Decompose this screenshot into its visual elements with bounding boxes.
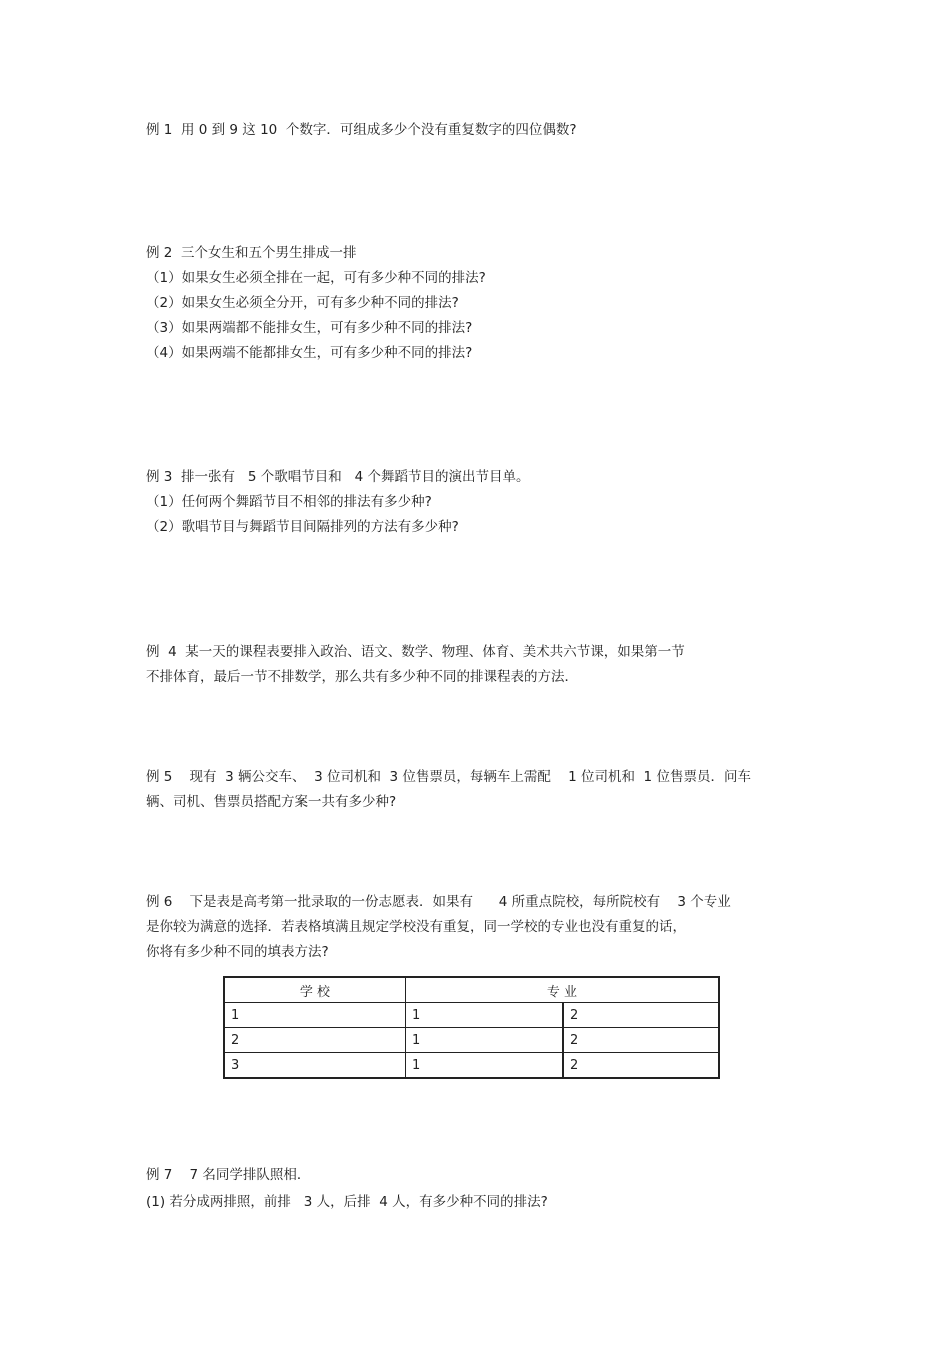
example-3-q2: （2）歌唱节目与舞蹈节目间隔排列的方法有多少种? (146, 519, 459, 535)
header-school: 学 校 (224, 977, 406, 1003)
example-3-q1: （1）任何两个舞蹈节目不相邻的排法有多少种? (146, 494, 432, 510)
example-2-q1: （1）如果女生必须全排在一起，可有多少种不同的排法? (146, 270, 486, 286)
table-row (224, 1003, 719, 1028)
cell-major-2: 2 (563, 1003, 719, 1028)
table-row (224, 1053, 719, 1079)
example-7-q1: (1) 若分成两排照，前排 3 人，后排 4 人，有多少种不同的排法? (146, 1194, 548, 1210)
cell-major-1: 1 (406, 1028, 564, 1053)
example-6-line-3: 你将有多少种不同的填表方法? (146, 944, 329, 960)
cell-major-2: 2 (563, 1053, 719, 1079)
example-1-line: 例 1 用 0 到 9 这 10 个数字．可组成多少个没有重复数字的四位偶数? (146, 122, 577, 138)
cell-major-1: 1 (406, 1003, 564, 1028)
example-6-line-2: 是你较为满意的选择．若表格填满且规定学校没有重复，同一学校的专业也没有重复的话， (146, 919, 686, 935)
table-header-row (224, 977, 719, 1003)
example-3-line: 例 3 排一张有 5 个歌唱节目和 4 个舞蹈节目的演出节目单。 (146, 469, 530, 485)
example-4-line-2: 不排体育，最后一节不排数学，那么共有多少种不同的排课程表的方法． (146, 669, 578, 685)
example-2-q3: （3）如果两端都不能排女生，可有多少种不同的排法? (146, 320, 473, 336)
example-7-line: 例 7 7 名同学排队照相． (146, 1167, 311, 1183)
cell-school: 1 (224, 1003, 406, 1028)
example-4-line: 例 4 某一天的课程表要排入政治、语文、数学、物理、体育、美术共六节课，如果第一节 (146, 644, 685, 660)
cell-school: 2 (224, 1028, 406, 1053)
example-2-q2: （2）如果女生必须全分开，可有多少种不同的排法? (146, 295, 459, 311)
example-5-line: 例 5 现有 3 辆公交车、 3 位司机和 3 位售票员，每辆车上需配 1 位司机和 1 位售票员．问车 (146, 769, 751, 785)
cell-major-1: 1 (406, 1053, 564, 1079)
example-6-line: 例 6 下是表是高考第一批录取的一份志愿表．如果有 4 所重点院校，每所院校有 3 个专业 (146, 894, 731, 910)
cell-school: 3 (224, 1053, 406, 1079)
table-row (224, 1028, 719, 1053)
application-form-table (223, 976, 720, 1079)
example-5-line-2: 辆、司机、售票员搭配方案一共有多少种? (146, 794, 397, 810)
example-2-line: 例 2 三个女生和五个男生排成一排 (146, 245, 357, 261)
cell-major-2: 2 (563, 1028, 719, 1053)
example-2-q4: （4）如果两端不能都排女生，可有多少种不同的排法? (146, 345, 473, 361)
header-major: 专 业 (406, 977, 720, 1003)
